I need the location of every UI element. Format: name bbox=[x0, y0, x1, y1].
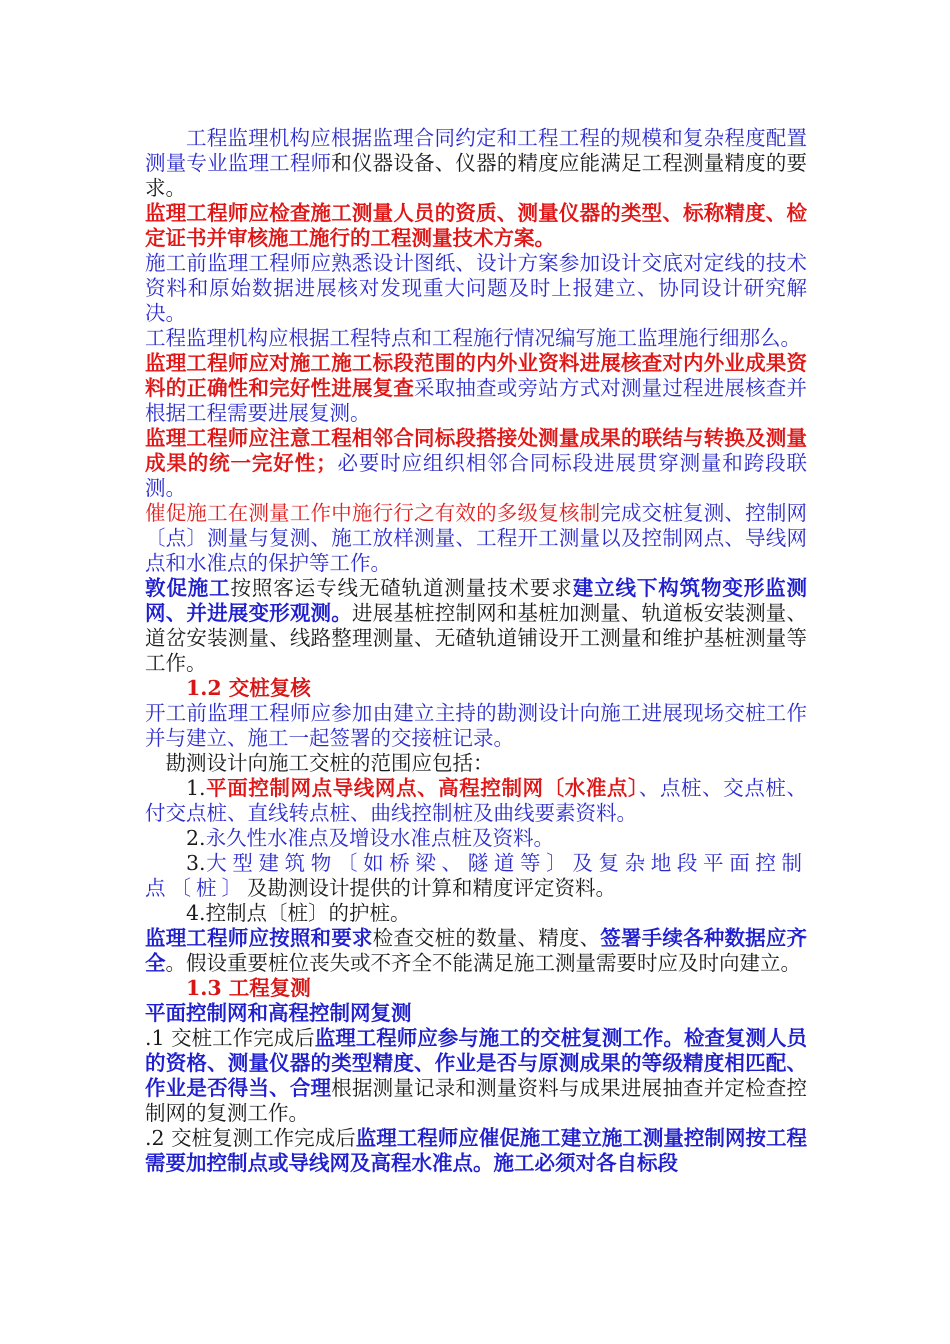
list-item-1 bbox=[145, 776, 807, 826]
p13-text-a: 交桩复测工作完成后 bbox=[171, 1126, 356, 1150]
list-item-3-number: 3. bbox=[186, 851, 206, 875]
p4-text: 工程监理机构应根据工程特点和工程施行情况编写施工监理施行细那么。 bbox=[145, 326, 801, 350]
paragraph-9 bbox=[145, 701, 807, 751]
p1-blue-text: 工程监理机构应根据监理合同约定和工程工程的规模和复杂程度配置测量专业监理工程师 bbox=[145, 126, 807, 175]
list-item-1-number: 1. bbox=[186, 776, 206, 800]
list-item-4-text: 控制点〔桩〕的护桩。 bbox=[205, 901, 411, 925]
p8-text-b: 按照客运专线无碴轨道测量技术要求 bbox=[230, 576, 573, 600]
p10-text: 勘测设计向施工交桩的范围应包括： bbox=[165, 751, 494, 775]
p11-bold-c: 签署手续各种数据应齐全 bbox=[145, 926, 808, 975]
paragraph-13 bbox=[145, 1126, 807, 1176]
list-item-1-bold: 平面控制网点导线网点、高程控制网〔水准点〕 bbox=[205, 776, 639, 800]
p12-number: .1 bbox=[145, 1026, 172, 1050]
p8-text-d: 进展基桩控制网和基桩加测量、轨道板安装测量、道岔安装测量、线路整理测量、无碴轨道铺设开工测量和维护基桩测量等工作。 bbox=[145, 601, 808, 675]
p7-text: 完成交桩复测、控制网〔点〕测量与复测、施工放样测量、工程开工测量以及控制网点、导线网点和水准点的保护等工作。 bbox=[145, 501, 808, 575]
paragraph-3 bbox=[145, 251, 807, 326]
paragraph-12 bbox=[145, 1026, 807, 1126]
list-item-3-blue: 大型建筑物〔如桥梁、隧道等〕及复杂地段平面控制点〔桩〕 bbox=[145, 851, 807, 900]
p11-bold-a: 监理工程师应按照和要求 bbox=[145, 926, 373, 950]
p11-text-d: 。假设重要桩位丧失或不齐全不能满足施工测量需要时应及时向建立。 bbox=[165, 951, 801, 975]
p6-text: 必要时应组织相邻合同标段进展贯穿测量和跨段联测。 bbox=[145, 451, 808, 500]
section-heading-1-3: 1.3 工程复测 bbox=[186, 976, 311, 1000]
p13-number: .2 bbox=[145, 1126, 172, 1150]
p8-bold-a: 敦促施工 bbox=[145, 576, 231, 600]
p7-red-text: 催促施工在测量工作中施行行之有效的多级复核制 bbox=[145, 501, 601, 525]
list-item-3 bbox=[145, 851, 807, 901]
paragraph-11 bbox=[145, 926, 807, 976]
p13-bold-b: 监理工程师应催促施工建立施工测量控制网按工程需要加控制点或导线网及高程水准点。施工必须对各自标段 bbox=[145, 1126, 808, 1175]
p12-text-c: 根据测量记录和测量资料与成果进展抽查并定检查控制网的复测工作。 bbox=[145, 1076, 808, 1125]
list-item-1-text: 、点桩、交点桩、付交点桩、直线转点桩、曲线控制桩及曲线要素资料。 bbox=[145, 776, 808, 825]
p12-bold-b: 监理工程师应参与施工的交桩复测工作。检查复测人员的资格、测量仪器的类型精度、作业是否与原测成果的等级精度相匹配、作业是否得当、合理 bbox=[145, 1026, 808, 1100]
list-item-2-text: 永久性水准点及增设水准点桩及资料。 bbox=[205, 826, 555, 850]
paragraph-2 bbox=[145, 201, 807, 251]
p6-bold-red-text: 监理工程师应注意工程相邻合同标段搭接处测量成果的联结与转换及测量成果的统一完好性； bbox=[145, 426, 807, 475]
p11-text-b: 检查交桩的数量、精度、 bbox=[372, 926, 601, 950]
p2-text: 监理工程师应检查施工测量人员的资质、测量仪器的类型、标称精度、检定证书并审核施工施行的工程测量技术方案。 bbox=[145, 201, 807, 250]
p5-text: 采取抽查或旁站方式对测量过程进展核查并根据工程需要进展复测。 bbox=[145, 376, 807, 425]
paragraph-7 bbox=[145, 501, 807, 576]
paragraph-5 bbox=[145, 351, 807, 426]
list-item-3-text: 及勘测设计提供的计算和精度评定资料。 bbox=[247, 876, 616, 900]
list-item-4-number: 4. bbox=[186, 901, 206, 925]
p3-text: 施工前监理工程师应熟悉设计图纸、设计方案参加设计交底对定线的技术资料和原始数据进展核对发现重大问题及时上报建立、协同设计研究解决。 bbox=[145, 251, 807, 325]
paragraph-1 bbox=[145, 126, 807, 201]
list-item-2 bbox=[145, 826, 807, 851]
list-item-4 bbox=[145, 901, 807, 926]
section-heading-1-2: 1.2 交桩复核 bbox=[186, 676, 311, 700]
p8-bold-c: 建立线下构筑物变形监测网、并进展变形观测。 bbox=[145, 576, 808, 625]
p5-bold-red-text: 监理工程师应对施工施工标段范围的内外业资料进展核查对内外业成果资料的正确性和完好性进展复查 bbox=[145, 351, 807, 400]
paragraph-8 bbox=[145, 576, 807, 676]
p9-text: 开工前监理工程师应参加由建立主持的勘测设计向施工进展现场交桩工作并与建立、施工一起签署的交接桩记录。 bbox=[145, 701, 807, 750]
paragraph-6 bbox=[145, 426, 807, 501]
paragraph-4 bbox=[145, 326, 807, 351]
p12-text-a: 交桩工作完成后 bbox=[171, 1026, 315, 1050]
paragraph-10 bbox=[145, 751, 807, 776]
subsection-heading: 平面控制网和高程控制网复测 bbox=[145, 1001, 412, 1025]
p1-text: 和仪器设备、仪器的精度应能满足工程测量精度的要求。 bbox=[145, 151, 808, 200]
document-body bbox=[145, 126, 807, 1176]
list-item-2-number: 2. bbox=[186, 826, 206, 850]
